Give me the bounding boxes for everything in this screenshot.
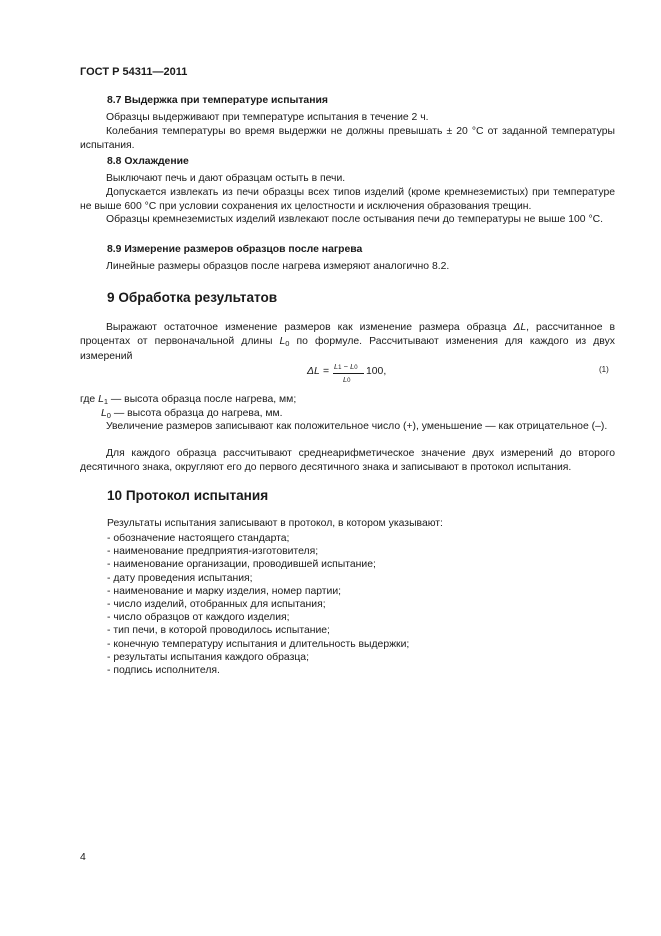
section-10-title: 10 Протокол испытания — [107, 488, 269, 503]
list-item: - наименование организации, проводившей испытание; — [107, 559, 376, 571]
s89-paragraph-1: Линейные размеры образцов после нагрева измеряют аналогично 8.2. — [106, 261, 450, 272]
list-item: - число образцов от каждого изделия; — [107, 612, 290, 624]
formula-denominator: L0 — [343, 375, 351, 384]
formula-equals: = — [323, 366, 330, 377]
list-item: - тип печи, в которой проводилось испытание; — [107, 625, 330, 637]
s9-paragraph-1: Выражают остаточное изменение размеров как изменение размера образца ΔL, рассчитанное в процентах от первоначальной длины $L_0$ по формуле. Рассчитывают изменения для каждого из двух измерений — [80, 322, 616, 363]
s88-paragraph-1: Выключают печь и дают образцам остыть в печи. — [106, 173, 346, 184]
fraction-bar — [333, 373, 364, 374]
s87-paragraph-2: Колебания температуры во время выдержки не должны превышать ± 20 °С от заданной температуры испытания. — [80, 126, 615, 151]
list-item: - наименование предприятия-изготовителя; — [107, 546, 319, 558]
list-item: - обозначение настоящего стандарта; — [107, 533, 290, 544]
list-item: - подпись исполнителя. — [107, 665, 220, 677]
s10-intro: Результаты испытания записывают в протокол, в котором указывают: — [107, 518, 443, 529]
section-8-8-title: 8.8 Охлаждение — [107, 156, 189, 167]
list-item: - наименование и марку изделия, номер партии; — [107, 585, 342, 597]
list-item: - конечную температуру испытания и длительность выдержки; — [107, 638, 410, 650]
page-number: 4 — [80, 852, 86, 863]
s88-paragraph-2: Допускается извлекать из печи образцы всех типов изделий (кроме кремнеземистых) при температуре не выше 600 °С при условии сохранения их целостности и исключения образования трещин. — [80, 187, 615, 212]
section-8-9-title: 8.9 Измерение размеров образцов после нагрева — [107, 244, 363, 255]
section-8-7-title: 8.7 Выдержка при температуре испытания — [107, 95, 328, 106]
document-code: ГОСТ Р 54311—2011 — [80, 66, 188, 78]
s9-paragraph-2: Увеличение размеров записывают как положительное число (+), уменьшение — как отрицательное (–). — [106, 421, 608, 432]
definition-l0: $L_0$ — высота образца до нагрева, мм. — [101, 408, 283, 420]
s87-paragraph-1: Образцы выдерживают при температуре испытания в течение 2 ч. — [106, 112, 429, 123]
formula-tail: 100, — [366, 366, 387, 377]
s9-paragraph-3: Для каждого образца рассчитывают среднеарифметическое значение двух измерений до второго десятичного знака, округляют его до первого десятичного знака и записывают в протокол испытания. — [80, 448, 615, 473]
report-items-list — [107, 532, 409, 677]
s88-paragraph-3: Образцы кремнеземистых изделий извлекают после остывания печи до температуры не выше 100 °С. — [106, 214, 604, 225]
formula-lhs: ΔL — [307, 366, 320, 377]
list-item: - дату проведения испытания; — [107, 572, 253, 584]
section-9-title: 9 Обработка результатов — [107, 290, 278, 305]
list-item: - результаты испытания каждого образца; — [107, 651, 309, 663]
formula-numerator: L1 − L0 — [334, 362, 358, 371]
formula-number: (1) — [599, 365, 609, 374]
definition-l1: где $L_1$ — высота образца после нагрева, мм; — [80, 394, 297, 406]
list-item: - число изделий, отобранных для испытания; — [107, 599, 326, 611]
